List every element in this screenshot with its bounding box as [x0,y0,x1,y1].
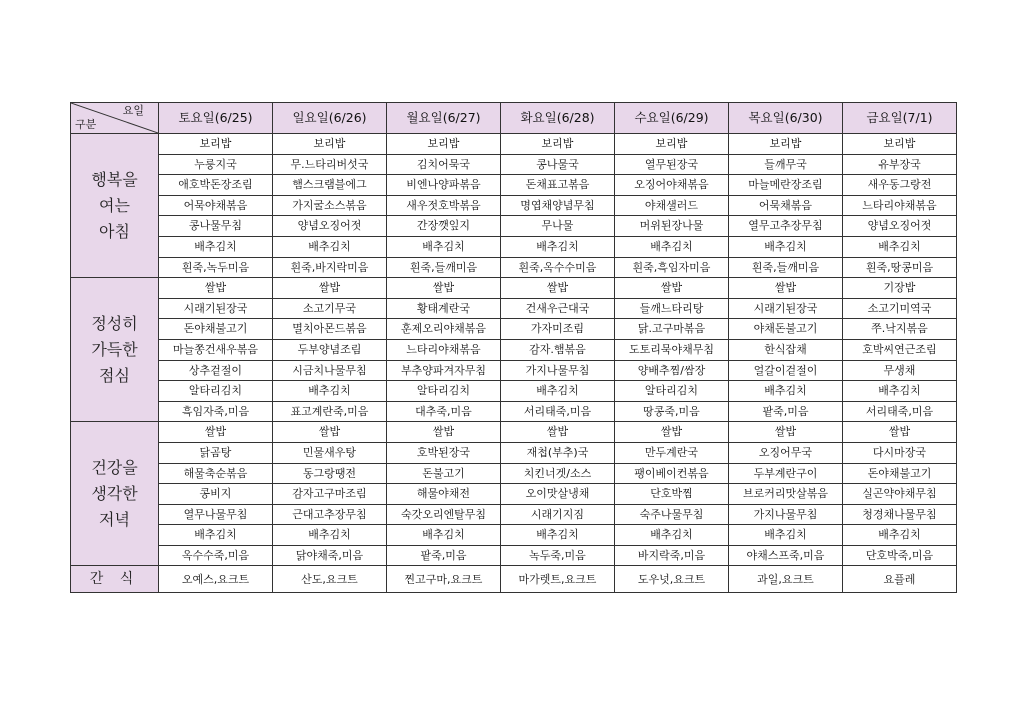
menu-item: 돈야채불고기 [843,463,957,484]
menu-item: 숙갓오리엔탈무침 [387,504,501,525]
menu-item: 황태계란국 [387,298,501,319]
section-label [71,278,159,422]
menu-item: 들깨느타리탕 [615,298,729,319]
menu-item: 무.느타리버섯국 [273,154,387,175]
menu-item: 양념오징어젓 [273,216,387,237]
menu-row [71,339,957,360]
menu-item: 만두계란국 [615,442,729,463]
menu-item: 얼갈이겉절이 [729,360,843,381]
menu-item: 알타리김치 [615,381,729,402]
snack-item: 요플레 [843,566,957,593]
corner-day-label: 요일 [122,104,144,117]
menu-item: 두부계란구이 [729,463,843,484]
porridge-row [71,401,957,422]
menu-item: 팽이베이컨볶음 [615,463,729,484]
day-header: 수요일(6/29) [615,103,729,134]
menu-item: 가지나물무침 [729,504,843,525]
porridge-item: 흰죽,들깨미음 [387,257,501,278]
menu-item: 민물새우탕 [273,442,387,463]
day-header: 화요일(6/28) [501,103,615,134]
snack-item: 마가렛트,요크트 [501,566,615,593]
menu-item: 배추김치 [843,525,957,546]
menu-item: 새우동그랑전 [843,175,957,196]
porridge-item: 단호박죽,미음 [843,545,957,566]
section-label-line: 가득한 [91,339,138,359]
menu-item: 감자고구마조림 [273,484,387,505]
menu-item: 명엽채양념무침 [501,195,615,216]
menu-item: 멸치아몬드볶음 [273,319,387,340]
menu-item: 보리밥 [501,134,615,155]
menu-item: 배추김치 [501,381,615,402]
menu-item: 배추김치 [501,525,615,546]
menu-item: 배추김치 [159,525,273,546]
menu-item: 재첩(부추)국 [501,442,615,463]
menu-item: 오이맛살냉채 [501,484,615,505]
snack-item: 찐고구마,요크트 [387,566,501,593]
porridge-item: 땅콩죽,미음 [615,401,729,422]
menu-item: 호박씨연근조림 [843,339,957,360]
menu-item: 쌀밥 [273,278,387,299]
menu-item: 해물야채전 [387,484,501,505]
snack-row [71,566,957,593]
menu-item: 오징어무국 [729,442,843,463]
menu-item: 양념오징어젓 [843,216,957,237]
menu-item: 도토리묵야채무침 [615,339,729,360]
menu-item: 쌀밥 [387,422,501,443]
menu-item: 간장깻잎지 [387,216,501,237]
section-label-line: 여는 [99,195,130,215]
menu-item: 시래기지짐 [501,504,615,525]
menu-item: 배추김치 [387,525,501,546]
menu-item: 단호박찜 [615,484,729,505]
snack-item: 과일,요크트 [729,566,843,593]
menu-item: 무생채 [843,360,957,381]
menu-item: 숙주나물무침 [615,504,729,525]
menu-item: 콩비지 [159,484,273,505]
menu-item: 쌀밥 [387,278,501,299]
section-label-line: 행복을 [91,169,138,189]
menu-item: 닭.고구마볶음 [615,319,729,340]
menu-row [71,278,957,299]
menu-row [71,525,957,546]
menu-item: 돈야채불고기 [159,319,273,340]
menu-row [71,154,957,175]
corner-category-label: 구분 [75,118,97,131]
section-label [71,134,159,278]
menu-item: 보리밥 [729,134,843,155]
weekly-meal-table [70,102,957,593]
section-label-line: 저녁 [99,509,130,529]
menu-item: 쌀밥 [615,422,729,443]
menu-item: 실곤약야채무침 [843,484,957,505]
menu-item: 쌀밥 [729,422,843,443]
menu-row [71,236,957,257]
menu-row [71,463,957,484]
menu-item: 무나물 [501,216,615,237]
porridge-row [71,545,957,566]
menu-item: 보리밥 [387,134,501,155]
menu-item: 소고기무국 [273,298,387,319]
menu-item: 야채돈불고기 [729,319,843,340]
menu-item: 양배추찜/쌈장 [615,360,729,381]
menu-item: 비엔나양파볶음 [387,175,501,196]
menu-row [71,319,957,340]
menu-item: 보리밥 [273,134,387,155]
porridge-row [71,257,957,278]
porridge-item: 흰죽,땅콩미음 [843,257,957,278]
menu-item: 배추김치 [729,236,843,257]
menu-item: 동그랑땡전 [273,463,387,484]
snack-item: 도우넛,요크트 [615,566,729,593]
menu-item: 느타리야채볶음 [387,339,501,360]
menu-row [71,216,957,237]
menu-item: 김치어묵국 [387,154,501,175]
menu-item: 쌀밥 [729,278,843,299]
menu-item: 돈채표고볶음 [501,175,615,196]
section-label-line: 생각한 [91,483,138,503]
menu-item: 새우젓호박볶음 [387,195,501,216]
menu-item: 가지나물무침 [501,360,615,381]
menu-item: 콩나물무침 [159,216,273,237]
menu-item: 배추김치 [843,236,957,257]
menu-item: 쌀밥 [501,278,615,299]
porridge-item: 녹두죽,미음 [501,545,615,566]
porridge-item: 흰죽,옥수수미음 [501,257,615,278]
menu-item: 보리밥 [615,134,729,155]
porridge-item: 팥죽,미음 [729,401,843,422]
porridge-item: 팥죽,미음 [387,545,501,566]
menu-item: 해물축순볶음 [159,463,273,484]
menu-item: 야채샐러드 [615,195,729,216]
day-header: 토요일(6/25) [159,103,273,134]
menu-item: 쌀밥 [615,278,729,299]
menu-item: 배추김치 [843,381,957,402]
menu-item: 쌀밥 [843,422,957,443]
section-label-line: 아침 [99,221,130,241]
porridge-item: 흑임자죽,미음 [159,401,273,422]
menu-item: 근대고추장무침 [273,504,387,525]
menu-row [71,134,957,155]
snack-label: 간 식 [71,566,159,593]
menu-item: 오징어야채볶음 [615,175,729,196]
menu-item: 누룽지국 [159,154,273,175]
snack-item: 오예스,요크트 [159,566,273,593]
day-header: 일요일(6/26) [273,103,387,134]
menu-item: 쌀밥 [159,422,273,443]
day-header: 월요일(6/27) [387,103,501,134]
menu-item: 배추김치 [729,525,843,546]
snack-item: 산도,요크트 [273,566,387,593]
porridge-item: 대추죽,미음 [387,401,501,422]
menu-item: 보리밥 [159,134,273,155]
menu-item: 콩나물국 [501,154,615,175]
menu-item: 훈제오리야채볶음 [387,319,501,340]
porridge-item: 서리태죽,미음 [501,401,615,422]
menu-row [71,442,957,463]
menu-item: 시래기된장국 [729,298,843,319]
menu-item: 돈불고기 [387,463,501,484]
header-row [71,103,957,134]
menu-row [71,298,957,319]
menu-item: 보리밥 [843,134,957,155]
menu-row [71,360,957,381]
menu-item: 다시마장국 [843,442,957,463]
menu-row [71,422,957,443]
menu-item: 애호박돈장조림 [159,175,273,196]
menu-item: 치킨너겟/소스 [501,463,615,484]
menu-item: 햄스크램블에그 [273,175,387,196]
menu-item: 마늘메란장조림 [729,175,843,196]
menu-item: 건새우근대국 [501,298,615,319]
menu-item: 머위된장나물 [615,216,729,237]
porridge-item: 바지락죽,미음 [615,545,729,566]
porridge-item: 흰죽,바지락미음 [273,257,387,278]
menu-row [71,484,957,505]
menu-item: 유부장국 [843,154,957,175]
menu-item: 닭곰탕 [159,442,273,463]
section-label-line: 점심 [99,365,130,385]
day-header: 금요일(7/1) [843,103,957,134]
menu-body [71,134,957,593]
menu-item: 배추김치 [729,381,843,402]
porridge-item: 흰죽,녹두미음 [159,257,273,278]
menu-item: 어묵채볶음 [729,195,843,216]
menu-row [71,195,957,216]
menu-item: 한식잡채 [729,339,843,360]
menu-item: 가지굴소스볶음 [273,195,387,216]
menu-item: 배추김치 [159,236,273,257]
menu-item: 알타리김치 [159,381,273,402]
section-label-line: 정성히 [91,313,138,333]
menu-item: 배추김치 [273,525,387,546]
porridge-item: 옥수수죽,미음 [159,545,273,566]
menu-item: 배추김치 [273,381,387,402]
porridge-item: 표고계란죽,미음 [273,401,387,422]
menu-item: 어묵야채볶음 [159,195,273,216]
menu-item: 배추김치 [273,236,387,257]
menu-item: 시금치나물무침 [273,360,387,381]
menu-item: 알타리김치 [387,381,501,402]
porridge-item: 흰죽,흑임자미음 [615,257,729,278]
porridge-item: 닭야채죽,미음 [273,545,387,566]
menu-item: 쭈.낙지볶음 [843,319,957,340]
corner-cell [71,103,159,134]
menu-row [71,381,957,402]
porridge-item: 서리태죽,미음 [843,401,957,422]
menu-item: 마늘쫑건새우볶음 [159,339,273,360]
menu-item: 부추양파겨자무침 [387,360,501,381]
menu-item: 감자.햄볶음 [501,339,615,360]
menu-row [71,504,957,525]
menu-item: 열무나물무침 [159,504,273,525]
section-label [71,422,159,566]
menu-item: 두부양념조림 [273,339,387,360]
porridge-item: 흰죽,들깨미음 [729,257,843,278]
menu-item: 브로커리맛살볶음 [729,484,843,505]
menu-item: 가자미조림 [501,319,615,340]
menu-item: 쌀밥 [501,422,615,443]
menu-item: 기장밥 [843,278,957,299]
menu-item: 열무된장국 [615,154,729,175]
menu-item: 상추겉절이 [159,360,273,381]
menu-item: 청경채나물무침 [843,504,957,525]
menu-item: 소고기미역국 [843,298,957,319]
menu-item: 열무고추장무침 [729,216,843,237]
day-header: 목요일(6/30) [729,103,843,134]
menu-row [71,175,957,196]
menu-item: 배추김치 [501,236,615,257]
menu-item: 배추김치 [615,525,729,546]
menu-item: 시래기된장국 [159,298,273,319]
menu-item: 들깨무국 [729,154,843,175]
menu-item: 쌀밥 [273,422,387,443]
menu-item: 배추김치 [615,236,729,257]
menu-item: 배추김치 [387,236,501,257]
menu-item: 느타리야채볶음 [843,195,957,216]
menu-item: 호박된장국 [387,442,501,463]
porridge-item: 야채스프죽,미음 [729,545,843,566]
menu-item: 쌀밥 [159,278,273,299]
section-label-line: 건강을 [91,457,138,477]
